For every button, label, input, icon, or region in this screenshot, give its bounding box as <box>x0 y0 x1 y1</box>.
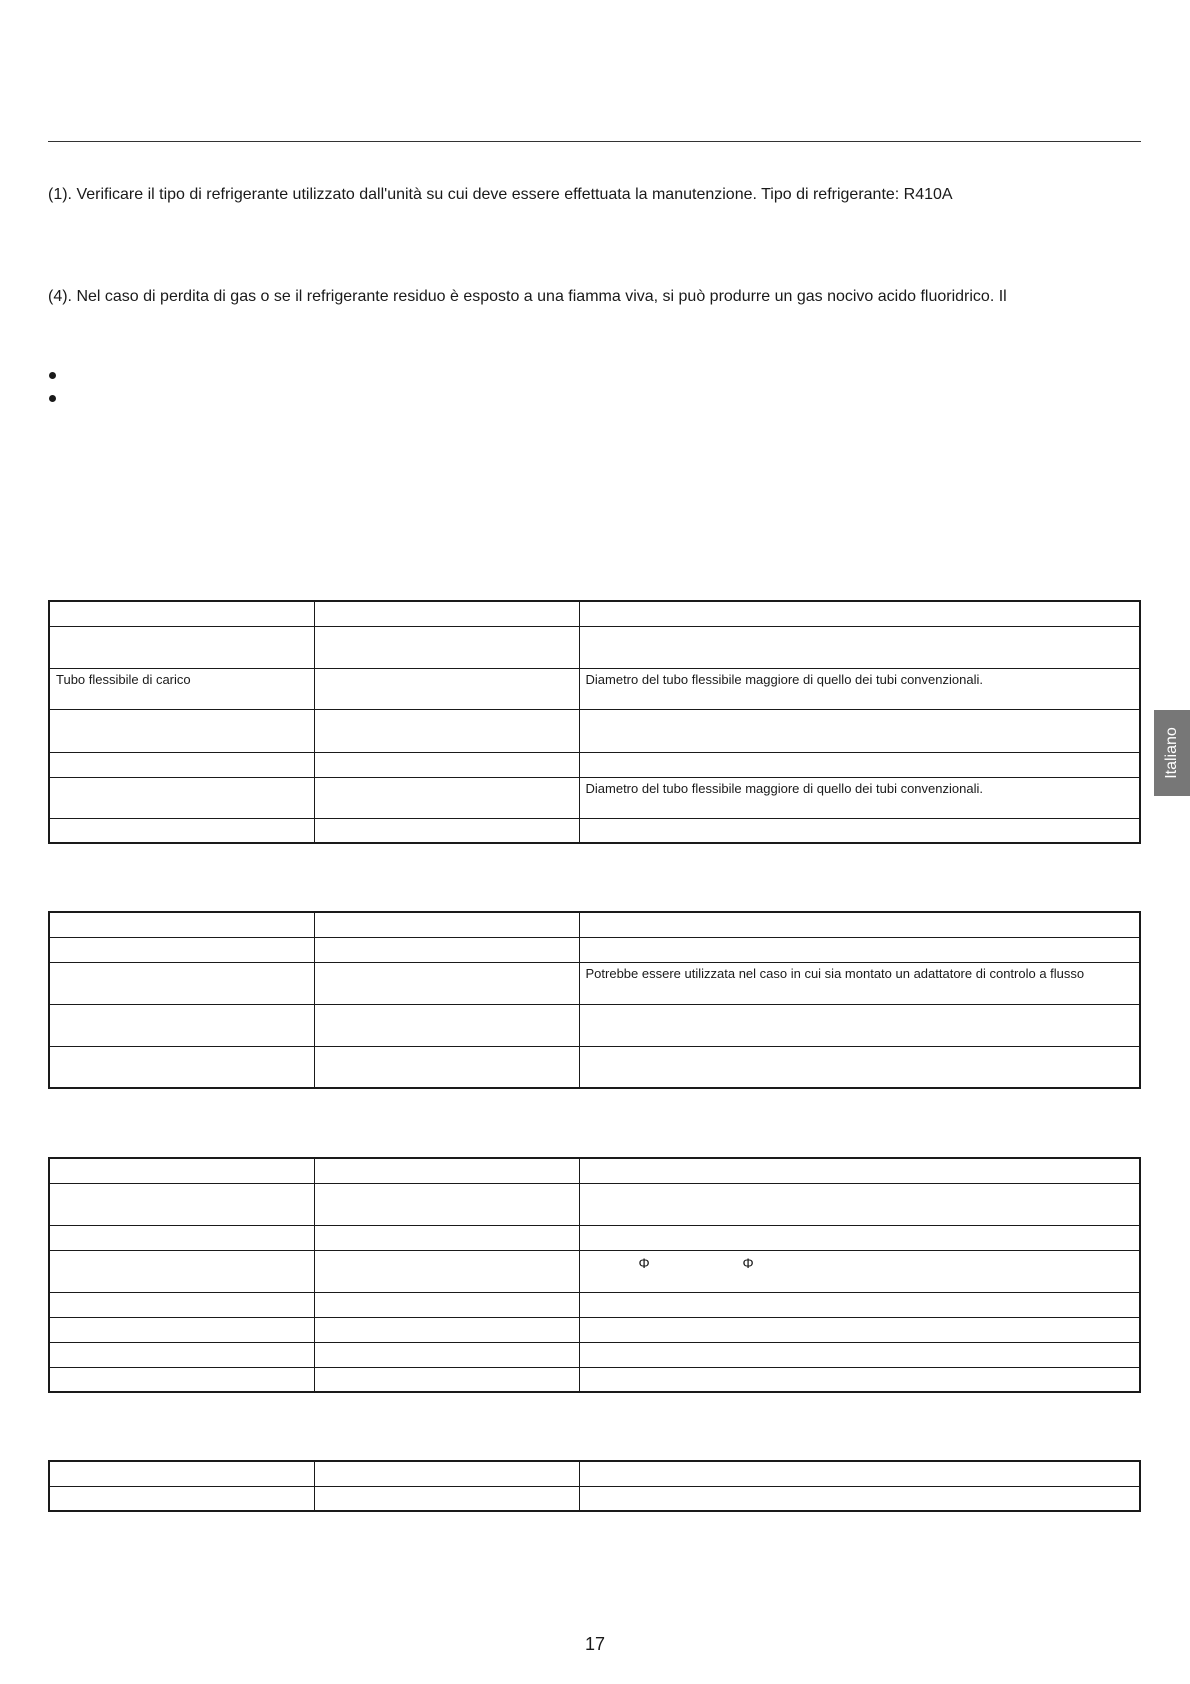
table-row <box>49 962 1140 1004</box>
bullet-point <box>49 372 56 379</box>
table-cell <box>579 752 1140 777</box>
table-cell <box>49 1461 314 1486</box>
table-cell <box>579 601 1140 626</box>
table-row <box>49 818 1140 843</box>
table-cell <box>579 1317 1140 1342</box>
diameter-symbol: Φ <box>638 1254 650 1271</box>
table-cell <box>314 1461 579 1486</box>
table-cell <box>314 1317 579 1342</box>
table-cell <box>314 601 579 626</box>
table-row <box>49 1250 1140 1292</box>
table-row <box>49 937 1140 962</box>
table-cell <box>579 1046 1140 1088</box>
tools-table-1 <box>48 600 1141 844</box>
table-cell <box>314 1158 579 1183</box>
table-cell: Tubo flessibile di carico <box>49 668 314 709</box>
table-row <box>49 1342 1140 1367</box>
table-row <box>49 668 1140 709</box>
header-rule <box>48 141 1141 142</box>
table-cell <box>49 1486 314 1511</box>
table-cell <box>49 1367 314 1392</box>
table-row <box>49 1183 1140 1225</box>
table-row <box>49 1225 1140 1250</box>
table-row <box>49 1046 1140 1088</box>
table-cell <box>49 601 314 626</box>
language-tab <box>1154 710 1190 796</box>
table-row <box>49 1158 1140 1183</box>
page-number: 17 <box>584 1634 606 1654</box>
table-cell <box>49 626 314 668</box>
tools-table-2 <box>48 911 1141 1089</box>
table-row <box>49 1461 1140 1486</box>
paragraph-1: (1). Verificare il tipo di refrigerante utilizzato dall'unità su cui deve essere effettuata la manutenzione. Tipo di refrigerante: R410A <box>48 186 953 203</box>
table-cell: Diametro del tubo flessibile maggiore di quello dei tubi convenzionali. <box>579 668 1140 709</box>
table-cell <box>579 1342 1140 1367</box>
table-cell <box>579 1004 1140 1046</box>
table-cell <box>49 1342 314 1367</box>
table-cell <box>314 1342 579 1367</box>
table-cell <box>49 1292 314 1317</box>
table-cell <box>314 1046 579 1088</box>
table-cell <box>49 1317 314 1342</box>
table-cell <box>579 937 1140 962</box>
table-cell <box>49 1183 314 1225</box>
table-cell <box>314 1367 579 1392</box>
tools-table-3 <box>48 1157 1141 1393</box>
language-tab-label: Italiano <box>1163 727 1180 779</box>
table-cell: Diametro del tubo flessibile maggiore di quello dei tubi convenzionali. <box>579 777 1140 818</box>
table-cell <box>314 962 579 1004</box>
table-cell <box>314 1225 579 1250</box>
table-row <box>49 912 1140 937</box>
table-cell <box>49 1225 314 1250</box>
table-row <box>49 1004 1140 1046</box>
table-cell <box>579 1250 1140 1292</box>
table-cell <box>314 777 579 818</box>
table-cell <box>49 1158 314 1183</box>
table-row <box>49 752 1140 777</box>
table-cell <box>49 912 314 937</box>
table-cell <box>49 777 314 818</box>
table-row <box>49 1292 1140 1317</box>
table-cell <box>579 1461 1140 1486</box>
table-cell <box>49 752 314 777</box>
table-cell <box>579 912 1140 937</box>
table-row <box>49 709 1140 752</box>
table-cell <box>579 1183 1140 1225</box>
table-cell <box>579 1486 1140 1511</box>
table-cell <box>314 1004 579 1046</box>
table-row <box>49 1367 1140 1392</box>
table-cell <box>49 1004 314 1046</box>
table-cell <box>314 1250 579 1292</box>
table-cell <box>314 626 579 668</box>
table-row <box>49 626 1140 668</box>
table-cell <box>49 709 314 752</box>
table-cell <box>314 1183 579 1225</box>
table-cell <box>49 1046 314 1088</box>
bullet-point <box>49 395 56 402</box>
table-cell <box>314 912 579 937</box>
table-cell <box>49 818 314 843</box>
table-cell <box>579 1367 1140 1392</box>
table-cell: Potrebbe essere utilizzata nel caso in cui sia montato un adattatore di controlo a flusso <box>579 962 1140 1004</box>
table-cell <box>314 1292 579 1317</box>
table-cell <box>579 818 1140 843</box>
table-cell <box>314 1486 579 1511</box>
table-row <box>49 1486 1140 1511</box>
table-cell <box>314 668 579 709</box>
table-row <box>49 777 1140 818</box>
table-cell <box>314 709 579 752</box>
table-cell <box>579 709 1140 752</box>
table-cell <box>314 818 579 843</box>
table-cell <box>579 626 1140 668</box>
table-cell <box>579 1158 1140 1183</box>
table-cell <box>49 962 314 1004</box>
table-cell <box>579 1292 1140 1317</box>
table-cell <box>579 1225 1140 1250</box>
table-row <box>49 601 1140 626</box>
tools-table-4 <box>48 1460 1141 1512</box>
table-cell <box>314 752 579 777</box>
table-row <box>49 1317 1140 1342</box>
table-cell <box>314 937 579 962</box>
table-cell <box>49 937 314 962</box>
diameter-symbol: Φ <box>742 1254 754 1271</box>
table-cell <box>49 1250 314 1292</box>
paragraph-4: (4). Nel caso di perdita di gas o se il refrigerante residuo è esposto a una fiamma viva, si può produrre un gas nocivo acido fluoridrico. Il <box>48 288 1007 305</box>
